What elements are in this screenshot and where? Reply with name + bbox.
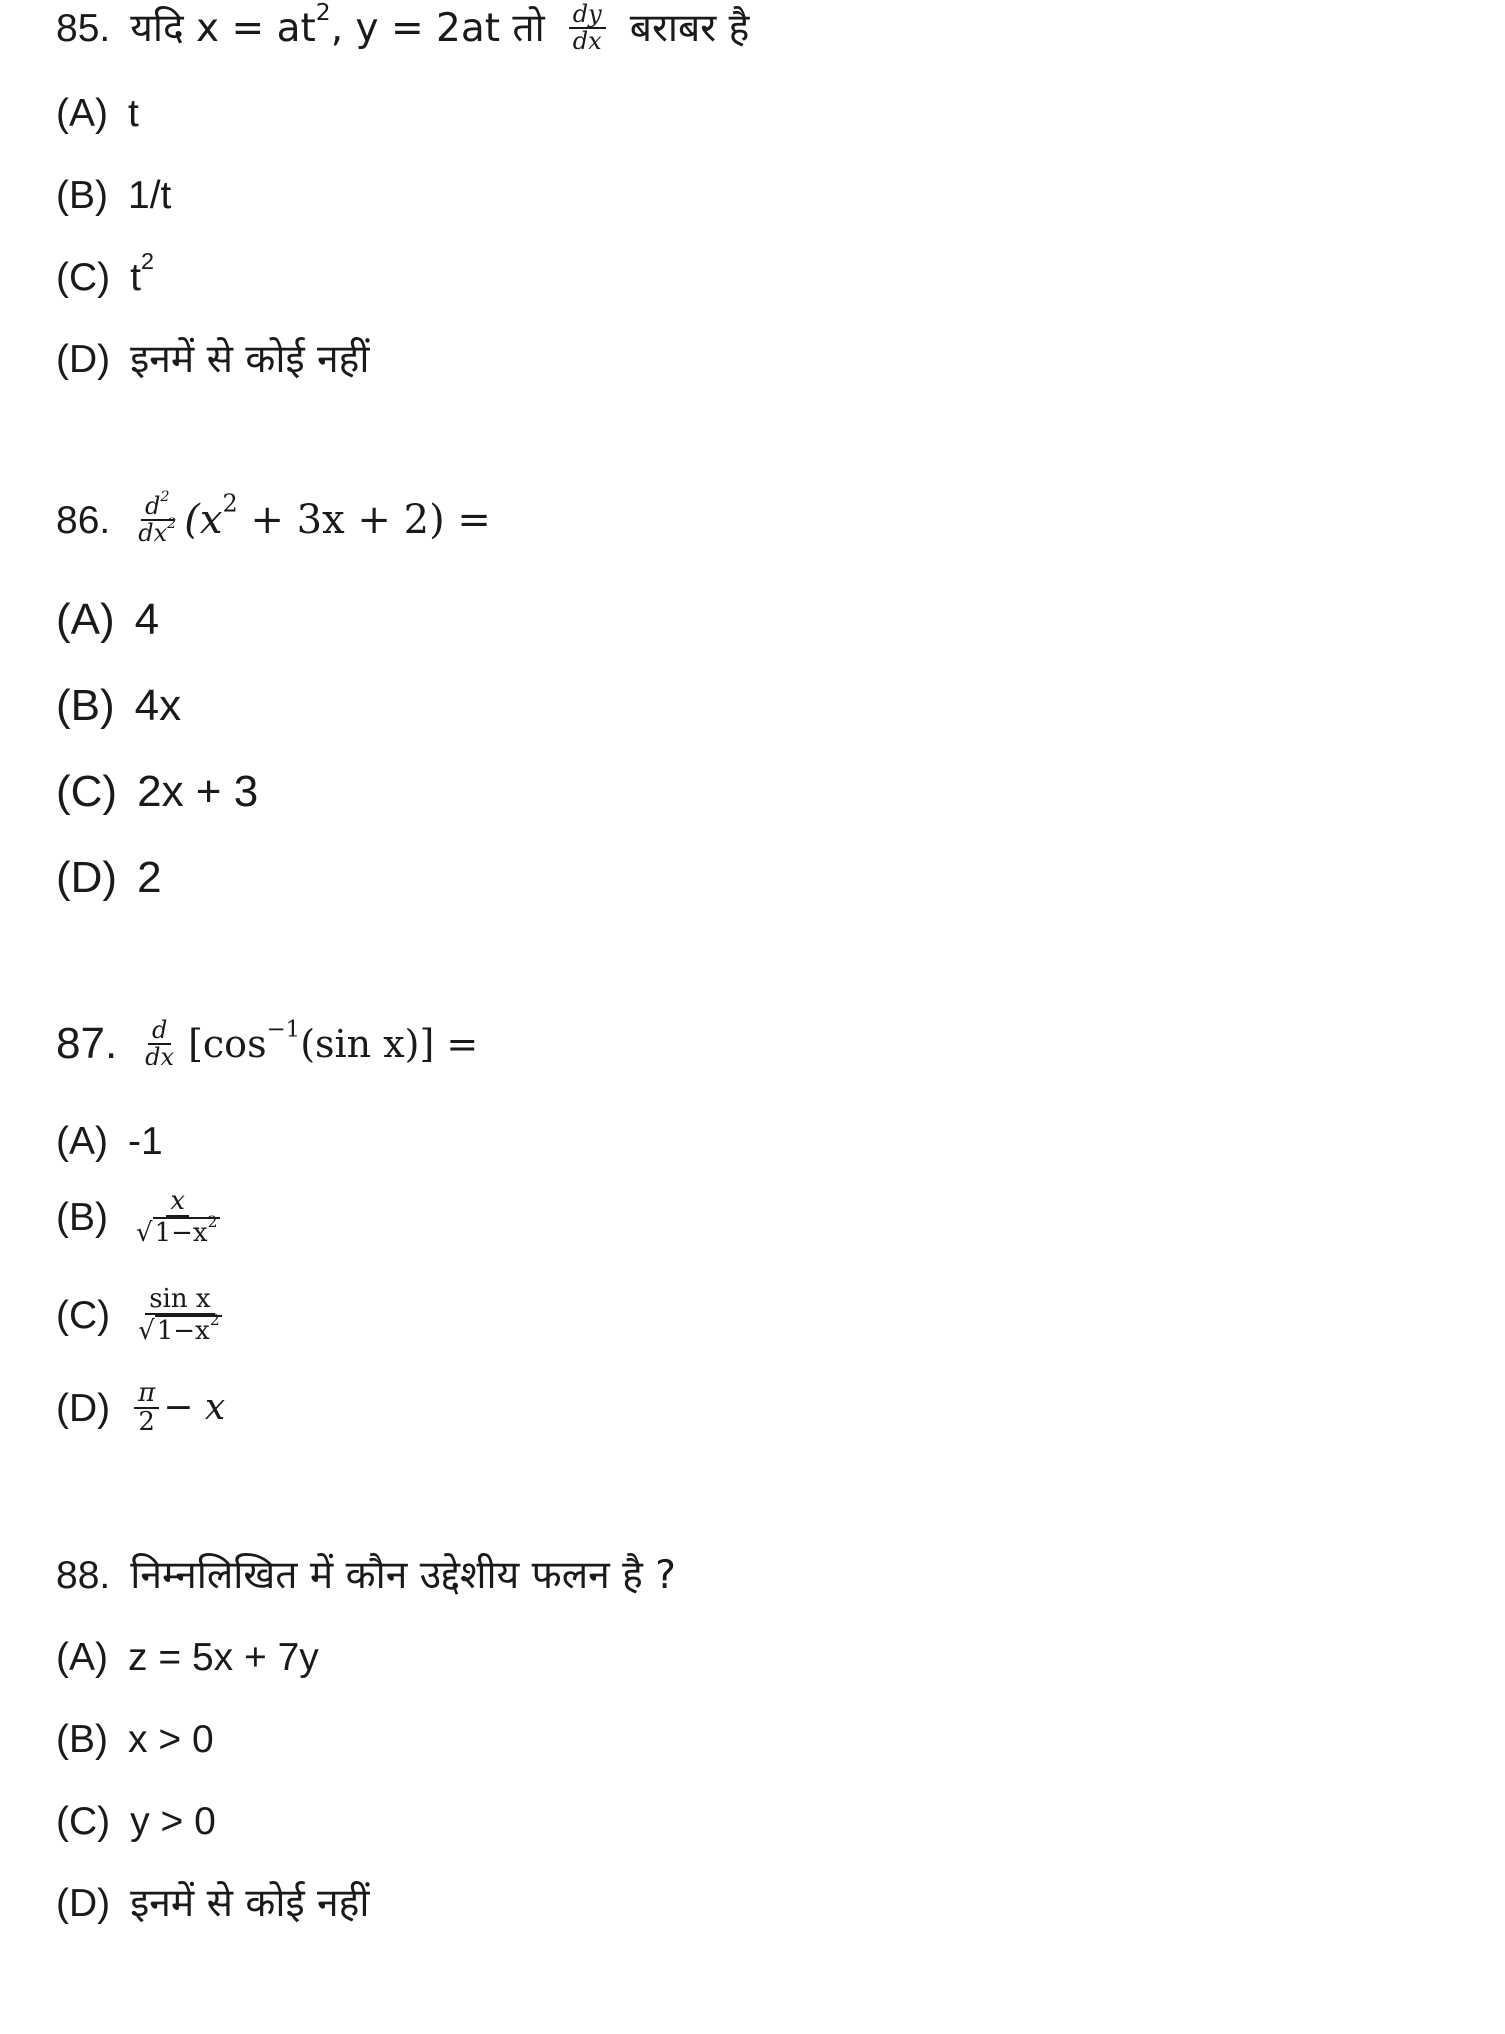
option-d: (D) $\frac{\pi}{2}$ − x xyxy=(56,1378,226,1438)
question-expression: $\frac{d^2}{dx^2}$ $(x^2 + 3x + 2)$ = xyxy=(130,494,491,546)
option-a: (A) 4 xyxy=(56,595,160,644)
option-b: (B) 1/t xyxy=(56,174,172,217)
option-b: (B) x > 0 xyxy=(56,1718,214,1761)
option-b-fraction: x √ $1-x^2$ xyxy=(136,1186,218,1249)
option-b: (B) 4x xyxy=(56,681,182,730)
option-d: (D) 2 xyxy=(56,853,162,902)
question-88 xyxy=(56,1553,676,1598)
option-c: (C) sin x √ $1-x^2$ xyxy=(56,1286,230,1346)
question-number: 85. xyxy=(56,6,111,50)
question-86 xyxy=(56,489,491,548)
question-number: 86. xyxy=(56,498,111,542)
option-c-fraction: sin x √ $1-x^2$ xyxy=(138,1284,220,1347)
question-expression: $\frac{d}{dx}$ [$\cos^{-1}(\sin$ x)] = xyxy=(137,1018,478,1070)
question-85 xyxy=(56,2,749,54)
option-a: (A) -1 xyxy=(56,1120,163,1163)
question-87 xyxy=(56,1018,478,1070)
option-a: (A) t xyxy=(56,92,139,135)
option-d: (D) इनमें से कोई नहीं xyxy=(56,337,370,382)
second-derivative-fraction: $\frac{d^2}{dx^2}$ xyxy=(138,489,177,548)
question-number: 88. xyxy=(56,1554,111,1597)
derivative-fraction: $\frac{d}{dx}$ xyxy=(145,1016,175,1072)
option-c: (C) $t^2$ xyxy=(56,247,154,299)
option-d: (D) इनमें से कोई नहीं xyxy=(56,1881,370,1926)
option-c: (C) y > 0 xyxy=(56,1800,216,1843)
question-text-tail: बराबर है xyxy=(629,5,750,51)
fraction-dy-dx: $\frac{dy}{dx}$ xyxy=(569,2,606,54)
question-text: निम्नलिखित में कौन उद्देशीय फलन है ? xyxy=(130,1553,676,1598)
option-a: (A) z = 5x + 7y xyxy=(56,1636,319,1679)
question-text: यदि $x = at^2$, y = 2at तो xyxy=(130,0,545,51)
option-b: (B) x √ $1-x^2$ xyxy=(56,1188,228,1248)
question-number: 87. xyxy=(56,1019,118,1069)
pi-over-two-fraction: $\frac{\pi}{2}$ xyxy=(134,1380,159,1437)
option-c: (C) 2x + 3 xyxy=(56,767,259,816)
